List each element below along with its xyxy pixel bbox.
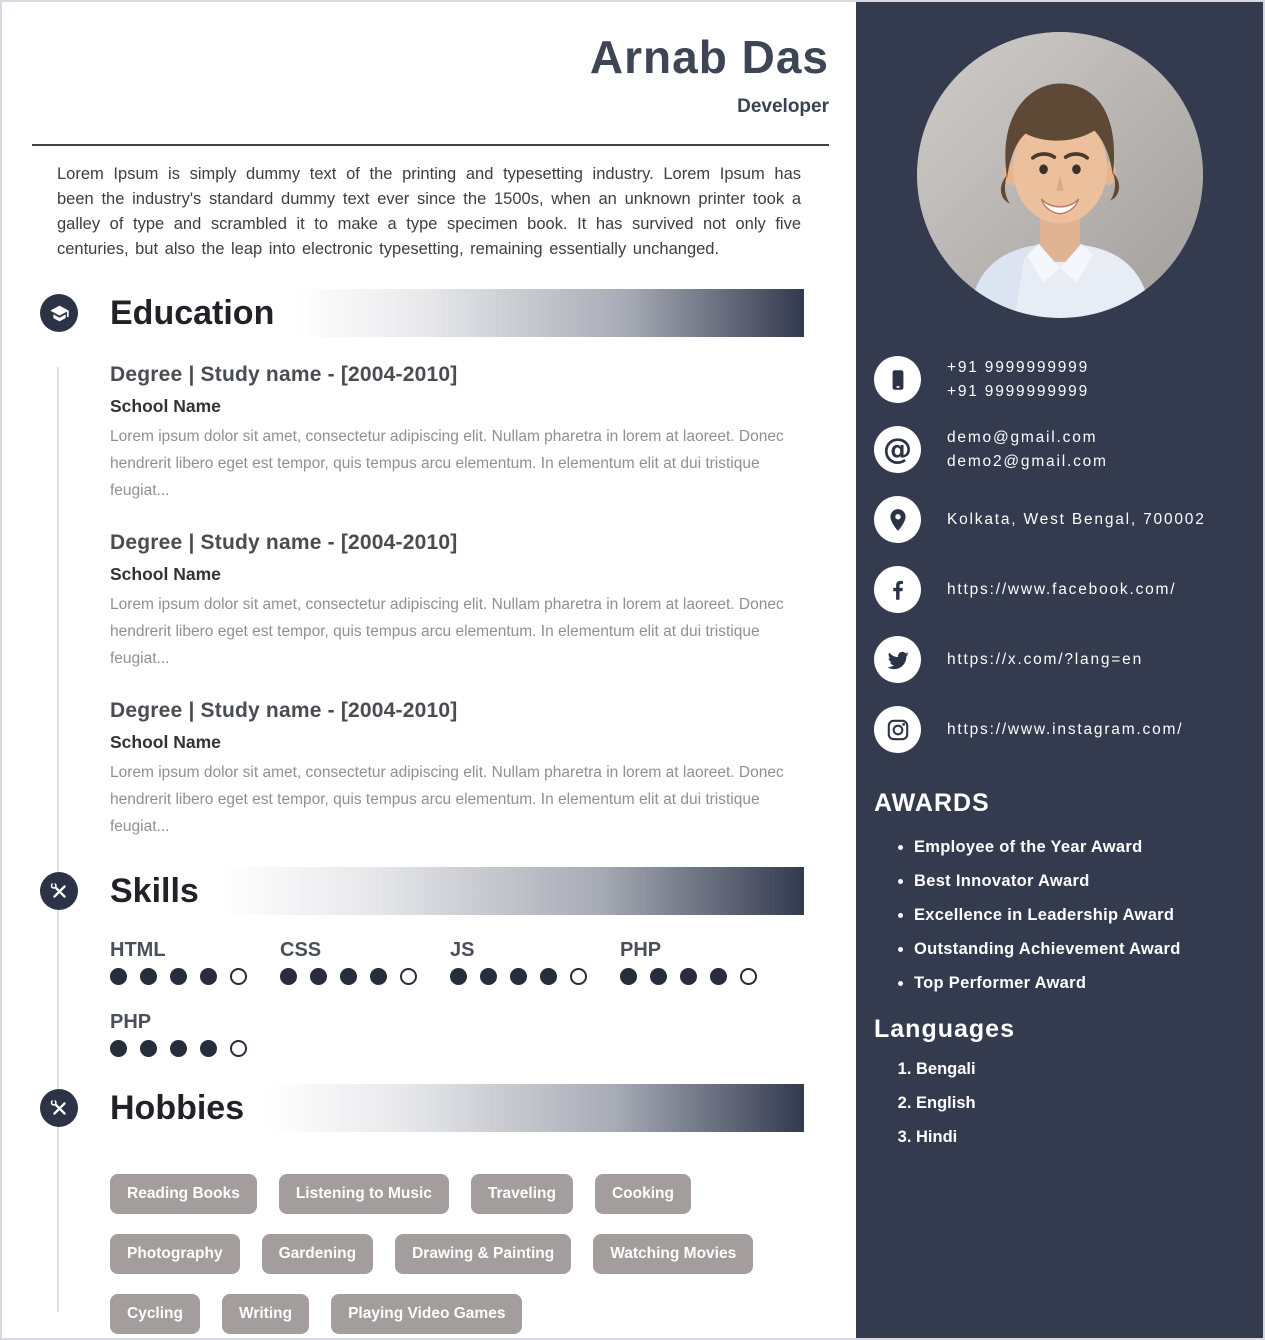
header	[2, 2, 856, 262]
skill-dot-filled	[340, 968, 357, 985]
skill-dot-filled	[370, 968, 387, 985]
skill-dot-filled	[200, 968, 217, 985]
graduation-cap-icon	[40, 294, 78, 332]
education-entry	[110, 531, 796, 672]
skill-dot-filled	[450, 968, 467, 985]
skill-dot-empty	[230, 968, 247, 985]
languages-section	[856, 1015, 1263, 1147]
education-school: School Name	[110, 732, 221, 753]
education-school: School Name	[110, 396, 221, 417]
phone-line-1: +91 9999999999	[947, 359, 1090, 377]
skill-name: HTML	[110, 939, 166, 962]
hobby-tag: Photography	[110, 1234, 240, 1274]
hobby-tag: Playing Video Games	[331, 1294, 522, 1334]
facebook-url[interactable]	[947, 578, 1176, 601]
map-pin-icon	[874, 496, 921, 543]
contact-instagram	[874, 706, 1263, 753]
skill-name: JS	[450, 939, 475, 962]
skill-item	[110, 1011, 280, 1057]
skill-name: PHP	[110, 1011, 152, 1034]
timeline-line	[57, 367, 59, 1312]
facebook-icon	[874, 566, 921, 613]
education-header	[2, 289, 856, 337]
skill-dot-empty	[740, 968, 757, 985]
education-title: Education	[110, 293, 275, 332]
hobby-tag: Cycling	[110, 1294, 200, 1334]
sidebar	[856, 2, 1263, 1338]
location-text: Kolkata, West Bengal, 700002	[947, 510, 1206, 528]
skill-item	[110, 939, 280, 985]
education-degree: Degree | Study name - [2004-2010]	[110, 363, 458, 387]
skill-dot-filled	[620, 968, 637, 985]
skill-dot-filled	[280, 968, 297, 985]
skills-grid	[2, 915, 856, 1057]
instagram-link[interactable]: https://www.instagram.com/	[947, 720, 1184, 738]
skill-dot-empty	[230, 1040, 247, 1057]
skill-dot-filled	[140, 1040, 157, 1057]
languages-list	[874, 1060, 1263, 1147]
skill-name: CSS	[280, 939, 322, 962]
intro-paragraph: Lorem Ipsum is simply dummy text of the printing and typesetting industry. Lorem Ipsum has been the industry's standard dummy text ever since the 1500s, when an unknown printer took a galley of type and scrambled it to make a type specimen book. It has survived not only five centuries, but also the leap into electronic typesetting, remaining essentially unchanged.	[57, 165, 801, 259]
skills-gradient-bar	[221, 867, 804, 915]
profile-photo	[917, 32, 1203, 318]
contact-email	[874, 426, 1263, 473]
education-list	[2, 337, 856, 840]
award-item: • Employee of the Year Award	[914, 838, 1263, 857]
skills-header	[2, 867, 856, 915]
awards-title: AWARDS	[874, 789, 990, 817]
phone-numbers	[947, 356, 1089, 403]
skill-dot-empty	[400, 968, 417, 985]
language-item: 3. Hindi	[916, 1128, 1263, 1147]
skill-dot-empty	[570, 968, 587, 985]
hobbies-section	[2, 1084, 856, 1334]
contact-facebook	[874, 566, 1263, 613]
skill-dot-filled	[480, 968, 497, 985]
education-entry	[110, 363, 796, 504]
main-column	[2, 2, 856, 1338]
language-item: 2. English	[916, 1094, 1263, 1113]
hobbies-header	[2, 1084, 856, 1132]
hobby-tag: Gardening	[262, 1234, 374, 1274]
education-school: School Name	[110, 564, 221, 585]
email-line-1: demo@gmail.com	[947, 429, 1098, 447]
education-description: Lorem ipsum dolor sit amet, consectetur adipiscing elit. Nullam pharetra in lorem at laoreet. Donec hendrerit libero eget est tempor, quis tempus arcu elementum. In elementum elit at dui tristique feugiat...	[110, 596, 784, 667]
skill-dot-filled	[110, 968, 127, 985]
skill-dot-filled	[110, 1040, 127, 1057]
twitter-link[interactable]: https://x.com/?lang=en	[947, 650, 1143, 668]
skill-dot-filled	[140, 968, 157, 985]
smartphone-icon	[874, 356, 921, 403]
skill-name: PHP	[620, 939, 662, 962]
contact-twitter	[874, 636, 1263, 683]
hobby-tag: Drawing & Painting	[395, 1234, 571, 1274]
hobby-tag: Cooking	[595, 1174, 691, 1214]
award-item: • Best Innovator Award	[914, 872, 1263, 891]
skill-dot-filled	[680, 968, 697, 985]
hobby-tag: Traveling	[471, 1174, 573, 1214]
education-description: Lorem ipsum dolor sit amet, consectetur adipiscing elit. Nullam pharetra in lorem at laoreet. Donec hendrerit libero eget est tempor, quis tempus arcu elementum. In elementum elit at dui tristique feugiat...	[110, 428, 784, 499]
header-divider	[32, 144, 829, 146]
hobbies-title: Hobbies	[110, 1088, 245, 1127]
skill-rating	[450, 968, 620, 985]
skills-section	[2, 867, 856, 1057]
email-addresses	[947, 426, 1108, 473]
skill-item	[450, 939, 620, 985]
person-role: Developer	[737, 96, 829, 117]
instagram-url[interactable]	[947, 718, 1183, 741]
education-description: Lorem ipsum dolor sit amet, consectetur adipiscing elit. Nullam pharetra in lorem at laoreet. Donec hendrerit libero eget est tempor, quis tempus arcu elementum. In elementum elit at dui tristique feugiat...	[110, 764, 784, 835]
skill-dot-filled	[510, 968, 527, 985]
hobbies-gradient-bar	[266, 1084, 804, 1132]
skills-title: Skills	[110, 871, 199, 910]
instagram-icon	[874, 706, 921, 753]
awards-list	[874, 838, 1263, 993]
person-name: Arnab Das	[589, 31, 829, 83]
languages-title: Languages	[874, 1015, 1015, 1043]
hobby-tag: Listening to Music	[279, 1174, 449, 1214]
crossed-tools-icon	[40, 872, 78, 910]
skill-rating	[620, 968, 790, 985]
award-item: • Top Performer Award	[914, 974, 1263, 993]
skill-dot-filled	[540, 968, 557, 985]
skill-dot-filled	[200, 1040, 217, 1057]
skill-item	[620, 939, 790, 985]
language-item: 1. Bengali	[916, 1060, 1263, 1079]
hobby-tag: Reading Books	[110, 1174, 257, 1214]
contact-phone	[874, 356, 1263, 403]
skill-dot-filled	[310, 968, 327, 985]
skill-dot-filled	[650, 968, 667, 985]
at-sign-icon: @	[874, 426, 921, 473]
contact-location	[874, 496, 1263, 543]
education-section	[2, 289, 856, 840]
email-line-2: demo2@gmail.com	[947, 452, 1108, 470]
twitter-url[interactable]	[947, 648, 1143, 671]
hobby-tag: Writing	[222, 1294, 309, 1334]
education-degree: Degree | Study name - [2004-2010]	[110, 699, 458, 723]
skill-rating	[110, 968, 280, 985]
hobbies-tags	[2, 1132, 856, 1334]
skill-dot-filled	[710, 968, 727, 985]
phone-line-2: +91 9999999999	[947, 382, 1090, 400]
award-item: • Outstanding Achievement Award	[914, 940, 1263, 959]
awards-section	[856, 789, 1263, 993]
skill-dot-filled	[170, 1040, 187, 1057]
award-item: • Excellence in Leadership Award	[914, 906, 1263, 925]
education-entry	[110, 699, 796, 840]
skill-dot-filled	[170, 968, 187, 985]
facebook-link[interactable]: https://www.facebook.com/	[947, 580, 1177, 598]
skill-rating	[280, 968, 450, 985]
crossed-tools-icon	[40, 1089, 78, 1127]
contact-list	[856, 356, 1263, 753]
twitter-bird-icon	[874, 636, 921, 683]
hobby-tag: Watching Movies	[593, 1234, 753, 1274]
education-degree: Degree | Study name - [2004-2010]	[110, 531, 458, 555]
skill-item	[280, 939, 450, 985]
skill-rating	[110, 1040, 280, 1057]
education-gradient-bar	[296, 289, 804, 337]
